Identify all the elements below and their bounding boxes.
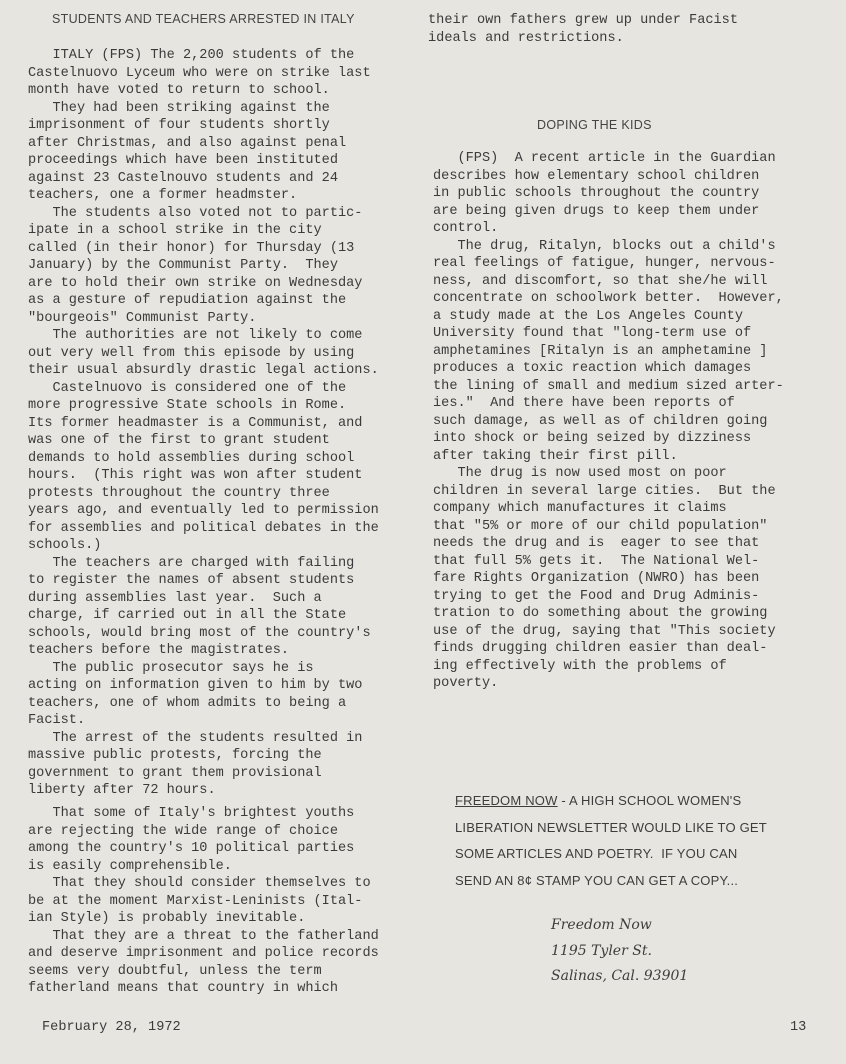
- italy-part1-line: ITALY (FPS) The 2,200 students of the: [28, 48, 355, 63]
- italy-part1-line: schools.): [28, 538, 102, 553]
- freedom-now-line4: SEND AN 8¢ STAMP YOU CAN GET A COPY...: [455, 872, 739, 888]
- italy-part1-line: schools, would bring most of the country's: [28, 625, 371, 641]
- doping-line: finds drugging children easier than deal-: [433, 641, 768, 656]
- doping-line: real feelings of fatigue, hunger, nervous-: [433, 256, 776, 271]
- page-number: 13: [790, 1020, 807, 1035]
- issue-date: February 28, 1972: [42, 1020, 181, 1035]
- italy-part1-line: demands to hold assemblies during school: [28, 450, 355, 466]
- doping-line: the lining of small and medium sized arter-: [433, 378, 784, 394]
- italy-part1-line: during assemblies last year. Such a: [28, 590, 322, 606]
- italy-part1-line: The students also voted not to partic-: [28, 205, 363, 221]
- italy-part1-line: Castelnuovo Lyceum who were on strike last: [28, 65, 371, 81]
- italy-part1-line: month have voted to return to school.: [28, 83, 330, 98]
- italy-continuation-line: ideals and restrictions.: [428, 30, 624, 46]
- doping-line: University found that "long-term use of: [433, 326, 752, 341]
- doping-line: such damage, as well as of children going: [433, 413, 768, 429]
- italy-part1-line: Its former headmaster is a Communist, and: [28, 415, 363, 431]
- italy-part1-line: was one of the first to grant student: [28, 433, 330, 448]
- italy-part1-line: The teachers are charged with failing: [28, 555, 355, 571]
- freedom-now-title: FREEDOM NOW: [455, 793, 558, 808]
- italy-part1-line: The authorities are not likely to come: [28, 328, 363, 343]
- italy-part1-line: massive public protests, forcing the: [28, 748, 322, 763]
- italy-part1-line: teachers, one a former headmster.: [28, 188, 298, 203]
- italy-part1-line: liberty after 72 hours.: [28, 783, 216, 798]
- italy-part1-line: protests throughout the country three: [28, 485, 330, 501]
- doping-article: [433, 150, 784, 693]
- doping-line: company which manufactures it claims: [433, 501, 727, 516]
- italy-part1-line: as a gesture of repudiation against the: [28, 293, 347, 308]
- italy-part2-line: ian Style) is probably inevitable.: [28, 911, 306, 926]
- italy-headline: STUDENTS AND TEACHERS ARRESTED IN ITALY: [52, 12, 355, 26]
- doping-line: The drug, Ritalyn, blocks out a child's: [433, 238, 776, 254]
- italy-part1-line: are to hold their own strike on Wednesday: [28, 275, 363, 291]
- italy-part1-line: years ago, and eventually led to permission: [28, 503, 379, 518]
- italy-part2-line: That they are a threat to the fatherland: [28, 928, 379, 944]
- italy-continuation-line: their own fathers grew up under Facist: [428, 13, 738, 28]
- italy-part1-line: government to grant them provisional: [28, 765, 322, 781]
- doping-line: that "5% or more of our child population": [433, 518, 768, 534]
- italy-article-part-2: [28, 805, 379, 998]
- italy-part2-line: and deserve imprisonment and police records: [28, 946, 379, 961]
- doping-line: trying to get the Food and Drug Adminis-: [433, 588, 760, 604]
- doping-line: after taking their first pill.: [433, 448, 678, 464]
- italy-part1-line: teachers, one of whom admits to being a: [28, 695, 347, 711]
- doping-line: a study made at the Los Angeles County: [433, 308, 743, 324]
- italy-part1-line: They had been striking against the: [28, 100, 330, 116]
- freedom-now-line2: LIBERATION NEWSLETTER WOULD LIKE TO GET: [455, 819, 767, 835]
- doping-line: ness, and discomfort, so that she/he will: [433, 273, 768, 289]
- freedom-now-line1: - A HIGH SCHOOL WOMEN'S: [557, 793, 742, 808]
- address-city: Salinas, Cal. 93901: [551, 968, 689, 984]
- italy-article-continuation: [428, 12, 738, 47]
- italy-part1-line: more progressive State schools in Rome.: [28, 398, 347, 413]
- italy-part1-line: ipate in a school strike in the city: [28, 223, 322, 238]
- doping-line: tration to do something about the growing: [433, 606, 768, 621]
- italy-part1-line: out very well from this episode by using: [28, 345, 355, 361]
- italy-part2-line: That they should consider themselves to: [28, 876, 371, 891]
- doping-line: amphetamines [Ritalyn is an amphetamine ]: [433, 343, 768, 359]
- italy-part1-line: Facist.: [28, 713, 86, 728]
- doping-line: use of the drug, saying that "This society: [433, 623, 776, 639]
- doping-line: poverty.: [433, 676, 499, 691]
- doping-line: produces a toxic reaction which damages: [433, 361, 752, 376]
- doping-line: describes how elementary school children: [433, 168, 760, 184]
- address-name: Freedom Now: [551, 917, 652, 933]
- doping-line: fare Rights Organization (NWRO) has been: [433, 571, 760, 586]
- doping-line: children in several large cities. But the: [433, 483, 776, 499]
- italy-part1-line: proceedings which have been instituted: [28, 153, 338, 168]
- italy-part1-line: "bourgeois" Communist Party.: [28, 310, 257, 326]
- italy-part1-line: The public prosecutor says he is: [28, 660, 314, 676]
- italy-part1-line: imprisonment of four students shortly: [28, 118, 330, 133]
- italy-part1-line: Castelnuovo is considered one of the: [28, 380, 347, 396]
- italy-part1-line: hours. (This right was won after student: [28, 468, 363, 483]
- doping-line: ing effectively with the problems of: [433, 658, 727, 674]
- doping-line: ies." And there have been reports of: [433, 396, 735, 411]
- italy-part1-line: charge, if carried out in all the State: [28, 608, 347, 623]
- doping-line: in public schools throughout the country: [433, 186, 760, 201]
- italy-part2-line: That some of Italy's brightest youths: [28, 806, 355, 821]
- italy-part1-line: January) by the Communist Party. They: [28, 258, 338, 273]
- italy-part1-line: for assemblies and political debates in the: [28, 520, 379, 536]
- doping-line: are being given drugs to keep them under: [433, 203, 760, 219]
- italy-part2-line: among the country's 10 political parties: [28, 841, 355, 856]
- doping-line: needs the drug and is eager to see that: [433, 536, 760, 551]
- italy-part1-line: against 23 Castelnouvo students and 24: [28, 170, 338, 186]
- doping-line: into shock or being seized by dizziness: [433, 431, 752, 446]
- doping-headline: DOPING THE KIDS: [537, 118, 652, 132]
- doping-line: The drug is now used most on poor: [433, 466, 727, 481]
- italy-part1-line: after Christmas, and also against penal: [28, 135, 347, 151]
- italy-part1-line: called (in their honor) for Thursday (13: [28, 240, 355, 256]
- doping-line: that full 5% gets it. The National Wel-: [433, 553, 760, 569]
- freedom-now-line3: SOME ARTICLES AND POETRY. IF YOU CAN: [455, 846, 738, 861]
- italy-part2-line: are rejecting the wide range of choice: [28, 823, 338, 839]
- doping-line: concentrate on schoolwork better. However,: [433, 291, 784, 306]
- address-street: 1195 Tyler St.: [551, 943, 652, 959]
- italy-part1-line: acting on information given to him by two: [28, 678, 363, 693]
- italy-part1-line: to register the names of absent students: [28, 573, 355, 588]
- italy-article-part-1: [28, 47, 379, 800]
- doping-line: control.: [433, 221, 499, 236]
- italy-part2-line: seems very doubtful, unless the term: [28, 963, 322, 979]
- freedom-now-notice: [455, 788, 767, 894]
- doping-line: (FPS) A recent article in the Guardian: [433, 151, 776, 166]
- italy-part2-line: is easily comprehensible.: [28, 858, 232, 874]
- italy-part2-line: fatherland means that country in which: [28, 981, 338, 996]
- italy-part1-line: The arrest of the students resulted in: [28, 730, 363, 746]
- italy-part1-line: teachers before the magistrates.: [28, 643, 290, 658]
- italy-part2-line: be at the moment Marxist-Leninists (Ital-: [28, 893, 363, 909]
- italy-part1-line: their usual absurdly drastic legal actions.: [28, 363, 379, 378]
